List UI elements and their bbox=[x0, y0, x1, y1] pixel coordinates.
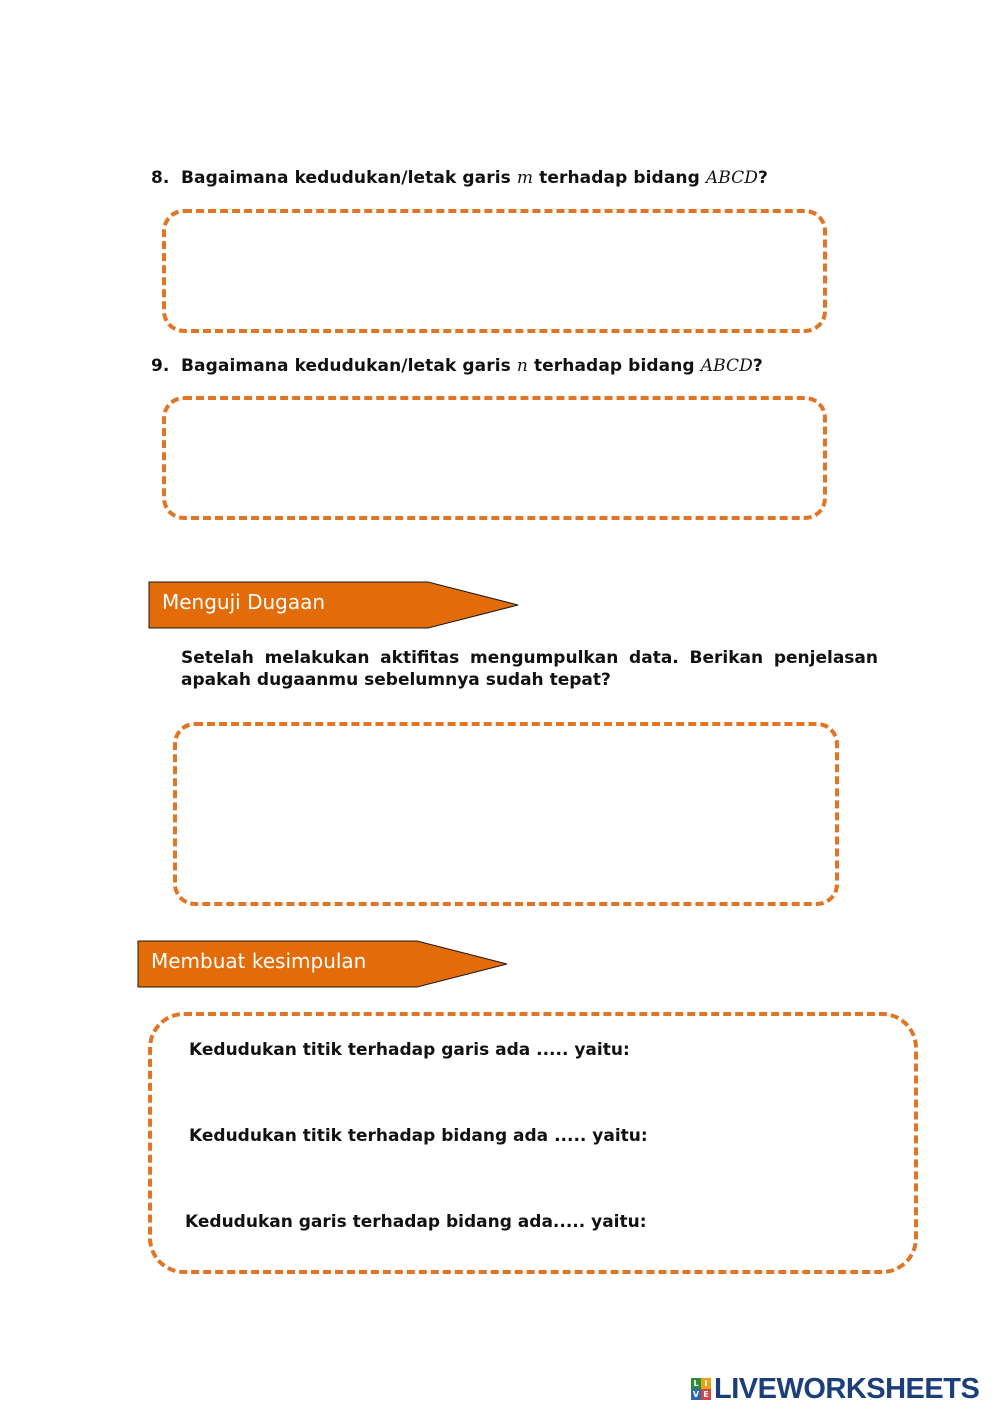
line-variable: n bbox=[516, 356, 528, 376]
logo-mark-icon bbox=[691, 1378, 711, 1400]
logo-mark-letter: L bbox=[691, 1378, 701, 1389]
question-number: 9. bbox=[151, 356, 170, 376]
instruction-text: Setelah melakukan aktifitas mengumpulkan data. Berikan penjelasan apakah dugaanmu sebelumnya sudah tepat? bbox=[181, 648, 878, 690]
question-mark: ? bbox=[758, 168, 768, 188]
question-number: 8. bbox=[151, 168, 170, 188]
question-text: terhadap bidang bbox=[527, 356, 701, 376]
plane-variable: ABCD bbox=[705, 168, 759, 188]
section-banner-conclusion bbox=[137, 940, 509, 988]
logo-mark-letter: I bbox=[701, 1378, 711, 1389]
section-title: Membuat kesimpulan bbox=[151, 949, 367, 973]
logo-text: LIVEWORKSHEETS bbox=[714, 1372, 980, 1405]
logo-mark-letter: V bbox=[692, 1390, 700, 1399]
conclusion-line-1: Kedudukan titik terhadap garis ada ..... yaitu: bbox=[189, 1040, 630, 1060]
question-mark: ? bbox=[752, 356, 763, 376]
line-variable: m bbox=[516, 168, 534, 188]
question-text: terhadap bidang bbox=[533, 168, 706, 188]
plane-variable: ABCD bbox=[700, 356, 753, 376]
question-text: Bagaimana kedudukan/letak garis bbox=[181, 356, 517, 376]
answer-box-8[interactable] bbox=[162, 209, 827, 333]
liveworksheets-logo bbox=[691, 1374, 979, 1404]
question-9 bbox=[151, 356, 763, 376]
answer-box-testing[interactable] bbox=[173, 722, 839, 906]
conclusion-line-2: Kedudukan titik terhadap bidang ada ..... yaitu: bbox=[189, 1126, 648, 1146]
conclusion-line-3: Kedudukan garis terhadap bidang ada..... yaitu: bbox=[185, 1212, 647, 1232]
answer-box-9[interactable] bbox=[162, 396, 827, 520]
question-text: Bagaimana kedudukan/letak garis bbox=[181, 168, 517, 188]
logo-mark-letter: E bbox=[701, 1389, 711, 1400]
section-title: Menguji Dugaan bbox=[162, 590, 326, 614]
question-8 bbox=[151, 168, 768, 188]
section-banner-testing bbox=[148, 581, 520, 629]
